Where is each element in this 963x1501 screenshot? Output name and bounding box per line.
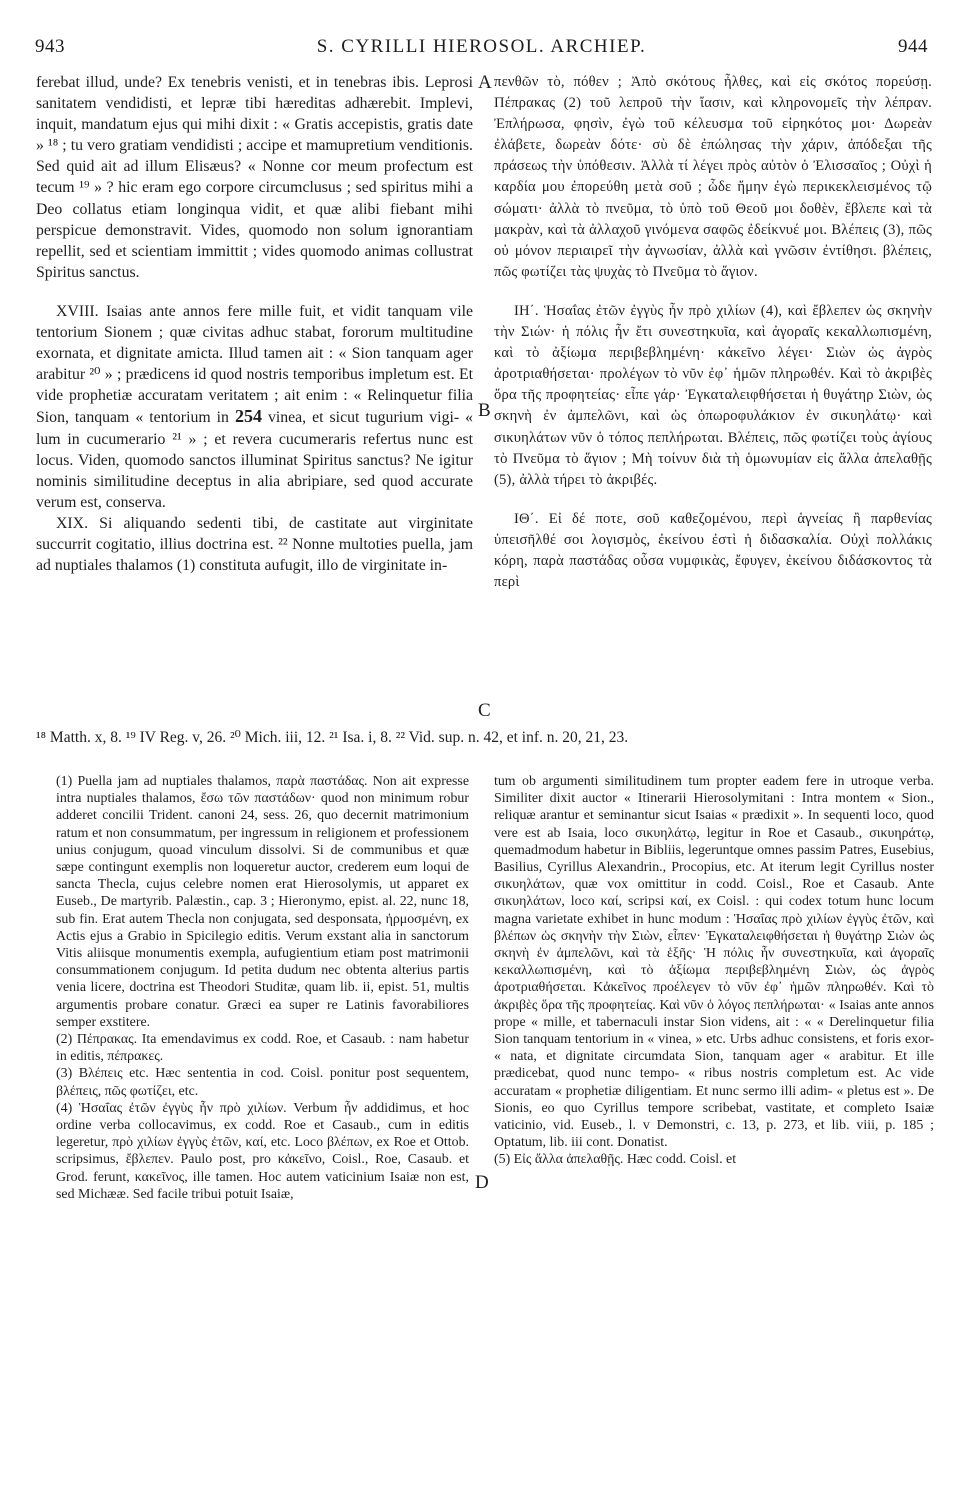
scripture-references: ¹⁸ Matth. x, 8. ¹⁹ IV Reg. v, 26. ²⁰ Mich. iii, 12. ²¹ Isa. i, 8. ²² Vid. sup. n. 42, et inf. n. 20, 21, 23. bbox=[36, 729, 629, 746]
latin-paragraph-xix: XIX. Si aliquando sedenti tibi, de castitate aut virginitate succurrit cogitatio, illius doctrina est. ²² Nonne multoties puella, jam ad nuptiales thalamos (1) constituta aufugit, illo de virginitate in- bbox=[36, 514, 473, 575]
latin-text: vinea, et sicut tugurium vigi- « lum in cucumerario ²¹ » ; et revera cucumeraris refertus nunc est locus. Viden, quomodo sanctos illuminat Spiritus sanctus? Ne igitur nominis similitudine deceptus in alia abripiare, sed quod accurate verum est, conserva. bbox=[36, 409, 473, 511]
latin-column bbox=[36, 72, 473, 724]
running-title: S. CYRILLI HIEROSOL. ARCHIEP. bbox=[316, 36, 647, 57]
greek-paragraph-ith: ΙΘ΄. Εἰ δέ ποτε, σοῦ καθεζομένου, περὶ ἁγνείας ἢ παρθενίας ὑπεισῆλθέ σοι λογισμὸς, ἐκείνου ἐστὶ ἡ διδασκαλία. Οὐχὶ πολλάκις κόρη, παρὰ παστάδας οὖσα νυμφικὰς, ἔφυγεν, ἐκείνου διδάσκοντος τὰ περὶ bbox=[494, 510, 932, 591]
latin-paragraph-xviii bbox=[36, 301, 473, 513]
greek-paragraph-ih: ΙΗ΄. Ἡσαΐας ἐτῶν ἐγγὺς ἦν πρὸ χιλίων (4), καὶ ἔβλεπεν ὡς σκηνὴν τὴν Σιών· ἡ πόλις ἦν ἔτι συνεστηκυῖα, καὶ ἀγοραῖς κεκαλλωπισμένη, καὶ τὸ ἀξίωμα περιβεβλημένη· κἀκεῖνο λέγει· Σιὼν ὡς ἀγρὸς ἀροτριαθήσεται· προλέγων τὸ νῦν ἐφ᾽ ἡμῶν πληρωθέν. Καὶ τὸ ἀκριβὲς ὅρα τῆς προφητείας· εἶπε γάρ· Ἐγκαταλειφθήσεται ἡ θυγάτηρ Σιὼν, ὡς σκηνὴ ἐν ἀμπελῶνι, καὶ ὡς ὀπωροφυλάκιον ἐν σικυηλάτῳ· καὶ σικυηλάτων νῦν ὁ τόπος πεπλήρωται. Βλέπεις, πῶς φωτίζει τοὺς ἁγίους τὸ Πνεῦμα τὸ ἅγιον ; Μὴ τοίνυν διὰ τὴ ὁμωνυμίαν εἰς ἄλλα ἀπελαθῇς (5), ἀλλὰ τήρει τὸ ἀκριβές. bbox=[494, 302, 932, 488]
footnote-4: (4) Ἡσαΐας ἐτῶν ἐγγὺς ἦν πρὸ χιλίων. Verbum ἦν addidimus, et hoc ordine verba collocavimus, ex codd. Roe et Casaub., cum in editis legeretur, πρὸ χιλίων ἐγγὺς ἐτῶν, καί, etc. Loco βλέπων, ex Roe et Ottob. scripsimus, ἔβλεπεν. Paulo post, pro κἀκεῖνο, Coisl., Roe, Casaub. et Grod. ferunt, κακεῖνος, ille tamen. Hoc autem vaticinium Isaiæ non est, sed Michææ. Sed facile tribui potuit Isaiæ, bbox=[56, 1100, 469, 1202]
section-marker-c: C bbox=[478, 700, 491, 721]
page-number-right: 944 bbox=[898, 36, 928, 57]
latin-paragraph: ferebat illud, unde? Ex tenebris venisti, et in tenebras ibis. Leprosi sanitatem vendidisti, et lepræ tibi hæreditas adhærebit. Implevi, inquit, mandatum ejus qui mihi dixit : « Gratis accepistis, gratis date » ¹⁸ ; tu vero gratiam vendidisti ; accipe et mamupretium venditionis. Sed quid ait ad illum Elisæus? « Nonne cor meum profectum est tecum ¹⁹ » ? hic eram ego corpore circumclusus ; sed spiritus mihi a Deo collatus etiam longinqua vidit, et quæ alibi fiebant mihi perspicue demonstravit. Vides, quomodo non solum ignorantiam repellit, sed et scientiam immittit ; vides quomodo animas collustrat Spiritus sanctus. bbox=[36, 74, 473, 281]
section-marker-a: A bbox=[478, 72, 492, 93]
greek-column bbox=[494, 72, 932, 724]
page-number-left: 943 bbox=[35, 36, 65, 57]
footnote-5: (5) Εἰς ἄλλα ἀπελαθῇς. Hæc codd. Coisl. et bbox=[494, 1152, 737, 1168]
section-marker-b: B bbox=[478, 400, 491, 421]
footnote-continuation: tum ob argumenti similitudinem tum propter eadem fere in utroque verba. Similiter dixit auctor « Itinerarii Hierosolymitani : Intra montem « Sion., reliquæ arantur et seminantur sicut Isaias « prædixit ». In sequenti loco, quod vere est ab Isaia, loco σικυηλάτῳ, legitur in Roe et Casaub., σικυηράτῳ, quemadmodum habetur in Bibliis, legeruntque omnes passim Patres, Eusebius, Basilius, Cyrillus Alexandrin., Procopius, etc. At iterum legit Cyrillus noster σικυηλάτων, quæ vox omittitur in codd. Coisl., Roe et Casaub. Ante σικυηλάτων, loco καί, scripsi καί, ex Coisl. : qui codex totum hunc locum magna varietate exhibet in hunc modum : Ἡσαΐας πρὸ χιλίων ἐγγὺς ἐτῶν, καὶ βλέπων ὡς σκηνὴν τὴν Σιὼν, εἶπεν· Ἐγκαταλειφθήσεται ἡ θυγάτηρ Σιὼν ὡς σκηνὴ ἐν ἀμπελῶνι, καὶ τὰ ἑξῆς· Ἡ πόλις ἦν συνεστηκυῖα, καὶ ἀγοραῖς κεκαλλωπισμένη, καὶ τὸ ἀξίωμα περιβεβλημένη Σιὼν, ὡς ἀγρὸς ἀροτριαθήσεται. Κἀκεῖνος προέλεγεν τὸ νῦν ἐφ᾽ ἡμῶν πληρωθέν. Καὶ τὸ ἀκριβὲς ὅρα τῆς προφητείας. Καὶ νῦν ὁ λόγος πεπλήρωται· « Isaias ante annos prope « mille, et tabernaculi instar Sion videns, ait : « « Derelinquetur filia Sion tanquam tentorium in « vinea, » etc. Urbs adhuc consistens, et foris exor- « nata, et dignitate circumdata Sion, tanquam ager « arabitur. Et ille prædicebat, quod nunc tempo- « ribus nostris completum est. Ac vide accuratam « prophetiæ diligentiam. Et nunc sermo illi adim- « pletus est ». De Sionis, eo quo Cyrillus tempore scribebat, vastitate, et completo Isaiæ vaticinio, vid. Euseb., l. v Demonstri, c. 13, p. 273, et lib. viii, p. 185 ; Optatum, lib. iii cont. Donatist. bbox=[494, 774, 934, 1151]
latin-text: XVIII. Isaias ante annos fere mille fuit, et vidit tanquam vile tentorium Sionem ; quæ civitas adhuc stabat, fororum multitudine exornata, et dignitate amicta. Illud tamen ait : « Sion tanquam ager arabitur ²⁰ » ; prædicens id quod nostris temporibus impletum est. Et vide prophetiæ accuratam veritatem ; ait enim : « Relinquetur filia Sion, tanquam « tentorium in bbox=[36, 302, 473, 427]
footnotes-left bbox=[56, 773, 469, 1473]
footnote-2: (2) Πέπρακας. Ita emendavimus ex codd. Roe, et Casaub. : nam habetur in editis, πέπρακες. bbox=[56, 1032, 469, 1065]
page-header bbox=[35, 36, 928, 62]
footnote-1: (1) Puella jam ad nuptiales thalamos, παρὰ παστάδας. Non ait expresse intra nuptiales thalamos, ἔσω τῶν παστάδων· quod non minimum robur adderet concilii Trident. canoni 24, sess. 26, quo decernit matrimonium ratum et non consummatum, per ingressum in religionem et professionem unius conjugum, quoad vinculum dissolvi. Si de communibus et quæ sæpe contingunt exemplis non loqueretur auctor, crederem eum loqui de sancta Thecla, cujus celebre nomen erat Hierosolymis, ut apparet ex Euseb., De martyrib. Palæstin., cap. 3 ; Hieronymo, epist. al. 22, nunc 18, sub fin. Erat autem Thecla non conjugata, sed desponsata, ἠρμοσμένη, ex Actis ejus a Grabio in Spicilegio editis. Verum exstant alia in sanctorum Vitis aliisque monumentis exempla, aufugientium etiam post matrimonii consummationem conjugum. Id petita dudum nec obtenta alterius partis venia licere, doctrina est Theodori Studitæ, quam lib. ii, epist. 51, multis argumentis probare conatur. Græci ea super re Latinis favorabiliores semper exstitere. bbox=[56, 774, 469, 1030]
footnote-3: (3) Βλέπεις etc. Hæc sententia in cod. Coisl. ponitur post sequentem, βλέπεις, πῶς φωτίζει, etc. bbox=[56, 1066, 469, 1099]
footnotes-right bbox=[494, 773, 934, 1473]
section-marker-d: D bbox=[475, 1172, 489, 1193]
margin-page-number: 254 bbox=[234, 406, 262, 427]
greek-paragraph: πενθῶν τὸ, πόθεν ; Ἀπὸ σκότους ἦλθες, καὶ εἰς σκότος πορεύσῃ. Πέπρακας (2) τοῦ λεπροῦ τὴν ἴασιν, καὶ κληρονομεῖς τὴν λέπραν. Ἐπλήρωσα, φησὶν, ἐγὼ τοῦ κέλευσμα τοῦ εἰρηκότος μοι· Δωρεὰν ἐλάβετε, δωρεὰν δότε· σὺ δὲ ἐπώλησας τὴν χάριν, ἀπόδεξαι τῆς πράσεως τὴν ὑπόθεσιν. Ἀλλὰ τί λέγει πρὸς αὐτὸν ὁ Ἐλισσαῖος ; Οὐχὶ ἡ καρδία μου ἐπορεύθη μετὰ σοῦ ; ὧδε ἤμην ἐγὼ περικεκλεισμένος τῷ σώματι· ἀλλὰ τὸ πνεῦμα, τὸ ὑπὸ τοῦ Θεοῦ μοι δοθὲν, ἔβλεπε καὶ τὰ μακρὰν, καὶ τὰ ἀλλαχοῦ γινόμενα σαφῶς ἐδείκνυέ μοι. Βλέπεις (3), πῶς οὐ μόνον περιαιρεῖ τὴν ἀγνωσίαν, ἀλλὰ καὶ γνῶσιν ἐντίθησι. βλέπεις, πῶς φωτίζει τὰς ψυχὰς τὸ Πνεῦμα τὸ ἅγιον. bbox=[494, 74, 932, 280]
